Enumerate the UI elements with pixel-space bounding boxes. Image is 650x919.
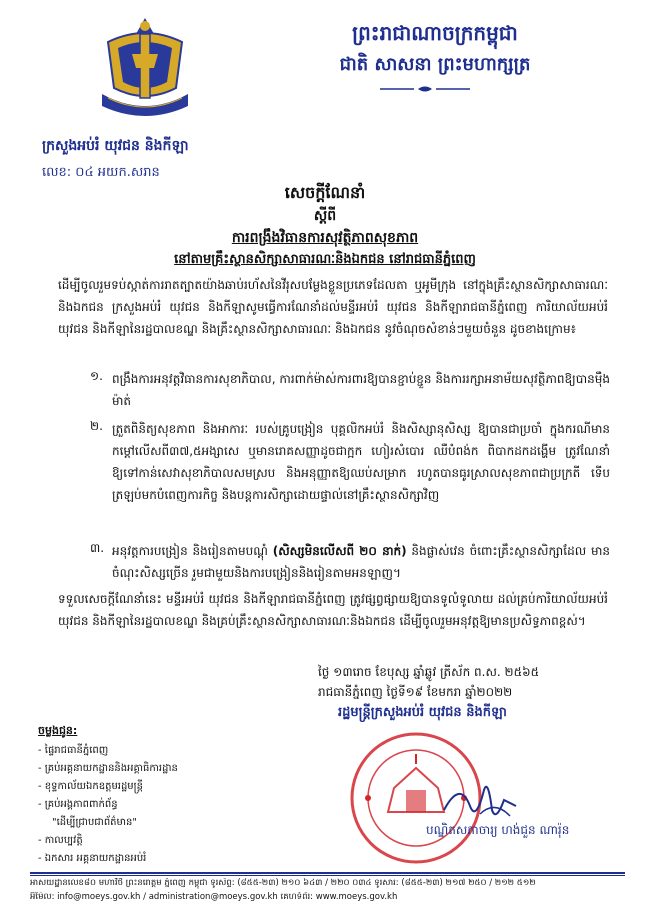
cc-heading: ចម្លងជូន: xyxy=(38,724,78,737)
signature-icon xyxy=(440,770,520,830)
kingdom-title: ព្រះរាជាណាចក្រកម្ពុជា xyxy=(352,21,518,45)
item-number: ៣. xyxy=(90,541,105,555)
cc-list xyxy=(38,744,268,865)
closing-paragraph: ទទួលសេចក្តីណែនាំនេះ មន្ទីរអប់រំ យុវជន និងកីឡារាជធានីភ្នំពេញ ត្រូវផ្សព្វផ្សាយឱ្យបានទូលំទូលាយ ដល់គ្រប់ការិយាល័យអប់រំ យុវជន និងកីឡានៃរដ្ឋបាលខណ្ឌ និងគ្រប់គ្រឹះស្ថានសិក្សាសាធារណៈនិងឯកជន ដើម្បីចូលរួមអនុវត្តឱ្យមានប្រសិទ្ធភាពខ្ពស់។ xyxy=(58,592,608,628)
document-scope: នៅតាមគ្រឹះស្ថានសិក្សាសាធារណៈនិងឯកជន នៅរាជធានីភ្នំពេញ xyxy=(174,252,476,267)
cc-item: - ផ្ទៃរាជធានីភ្នំពេញ xyxy=(38,745,109,756)
cc-item: - គ្រប់អង្គភាពពាក់ព័ន្ធ xyxy=(38,799,118,810)
national-motto: ជាតិ សាសនា ព្រះមហាក្សត្រ xyxy=(339,54,531,75)
lunar-date: ថ្ងៃ ១៣រោច ខែបុស្ស ឆ្នាំឆ្លូវ ត្រីស័ក ព.ស. ២៥៦៥ xyxy=(318,665,540,679)
item-emphasis: (សិស្សមិនលើសពី ២០ នាក់) xyxy=(272,544,407,558)
footer-contact: អ៊ីម៉ែល: info@moeys.gov.kh / administration@moeys.gov.kh គេហទំព័រ: www.moeys.gov.kh xyxy=(30,892,398,902)
footer-divider xyxy=(30,872,625,874)
solar-date: រាជធានីភ្នំពេញ ថ្ងៃទី១៩ ខែមករា ឆ្នាំ២០២២ xyxy=(318,685,513,699)
intro-paragraph: ដើម្បីចូលរួមទប់ស្កាត់ការរាតត្បាតយ៉ាងឆាប់រហ័សនៃវីរុសបម្លែងខ្លួនប្រភេទដែលតា ឬអូមីក្រុង នៅក្នុងគ្រឹះស្ថានសិក្សាសាធារណៈ និងឯកជន ក្រសួងអប់រំ យុវជន និងកីឡាសូមធ្វើការណែនាំដល់មន្ទីរអប់រំ យុវជន និងកីឡារាជធានីភ្នំពេញ ការិយាល័យអប់រំ យុវជន និងកីឡានៃរដ្ឋបាលខណ្ឌ និងគ្រឹះស្ថានសិក្សាសាធារណៈ និងឯកជន នូវចំណុចសំខាន់ៗមួយចំនួន ដូចខាងក្រោម៖ xyxy=(58,278,608,336)
ministry-emblem-icon xyxy=(96,14,194,126)
signer-name: បណ្ឌិតសភាចារ្យ ហង់ជួន ណារ៉ុន xyxy=(426,823,570,837)
ministry-name: ក្រសួងអប់រំ យុវជន និងកីឡា xyxy=(42,138,189,154)
cc-item: "ដើម្បីជ្រាបជាព័ត៌មាន" xyxy=(52,817,137,828)
reference-number: លេខ: ០៤ អយក.សរាន xyxy=(42,165,160,180)
document-topic: ការពង្រឹងវិធានការសុវត្ថិភាពសុខភាព xyxy=(231,230,419,246)
item-number: ១. xyxy=(90,369,103,383)
item-number: ២. xyxy=(90,419,103,433)
signer-title: រដ្ឋមន្ត្រីក្រសួងអប់រំ យុវជន និងកីឡា xyxy=(338,705,507,720)
item-text: អនុវត្តការបង្រៀន និងរៀនតាមបណ្តុំ xyxy=(112,544,273,558)
cc-item: - កាលប្បវត្តិ xyxy=(38,835,83,846)
list-item xyxy=(112,540,610,584)
list-item: ត្រួតពិនិត្យសុខភាព និងអាការៈ របស់គ្រូបង្រៀន បុគ្គលិកអប់រំ និងសិស្សានុសិស្ស ឱ្យបានជាប្រចាំ ក្នុងករណីមានកម្តៅលើសពី៣៧,៥អង្សាសេ ឬមានរោគសញ្ញាដូចជាក្អក ហៀរសំបោរ ឈឺបំពង់ក ពិបាកដកដង្ហើម ត្រូវណែនាំឱ្យទៅកាន់សេវាសុខាភិបាលសមស្រប និងអនុញ្ញាតឱ្យឈប់សម្រាក រហូតបានធូរស្រាលសុខភាពជាប្រក្រតី ទើបត្រឡប់មកបំពេញការកិច្ច និងបន្តការសិក្សាដោយផ្ទាល់នៅគ្រឹះស្ថានសិក្សាវិញ xyxy=(112,422,610,502)
motto-ornament-icon xyxy=(380,84,470,94)
document-subtitle: ស្តីពី xyxy=(313,208,337,224)
item-text: និងផ្លាស់វេន ចំពោះគ្រឹះស្ថានសិក្សាដែល មានចំណុះសិស្សច្រើន រួមជាមួយនិងការបង្រៀននិងរៀនតាមអនឡាញ។ xyxy=(112,544,610,580)
document-title: សេចក្តីណែនាំ xyxy=(284,183,366,202)
footer-address: អាសយដ្ឋានលេខ៨០ មហាវិថី ព្រះនរោត្តម ភ្នំពេញ កម្ពុជា ទូរស័ព្ទ: (៨៥៥-២៣) ២១០ ៦៤៣ / ២២០ ០៣៤ ទូរសារ: (៨៥៥-២៣) ២១៧ ២៥០ / ២១២ ៥១២ xyxy=(30,878,536,888)
cc-item: - ឯកសារ អគ្គនាយកដ្ឋានអប់រំ xyxy=(38,853,147,864)
cc-item: - ខុទ្ទកាល័យឯកឧត្តមរដ្ឋមន្ត្រី xyxy=(38,781,143,792)
date-block xyxy=(318,662,618,702)
footer-divider xyxy=(30,875,625,876)
cc-item: - គ្រប់អគ្គនាយកដ្ឋាននិងអគ្គាធិការដ្ឋាន xyxy=(38,763,178,774)
list-item: ពង្រឹងការអនុវត្តវិធានការសុខាភិបាល, ការពាក់ម៉ាស់ការពារឱ្យបានខ្ជាប់ខ្ជួន និងការរក្សាអនាម័យសុវត្ថិភាពឱ្យបានម៉ឺងម៉ាត់ xyxy=(112,372,610,408)
